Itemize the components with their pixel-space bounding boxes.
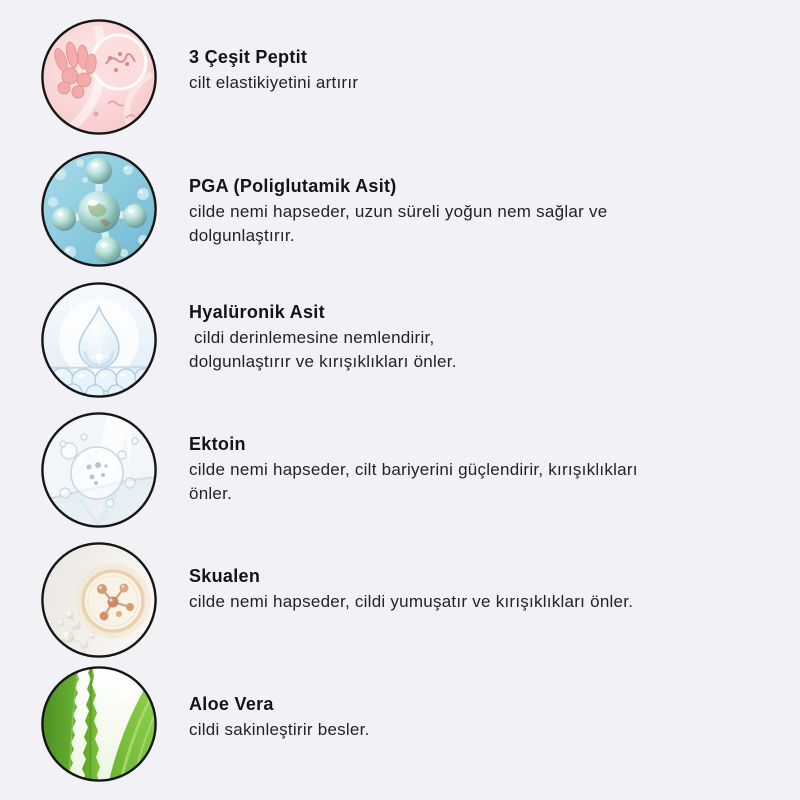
blue-molecule-icon [40,150,158,268]
ingredient-name: Aloe Vera [189,694,274,714]
water-drop-icon [40,281,158,399]
ingredient-description-line: dolgunlaştırır ve kırışıklıkları önler. [189,351,457,371]
ingredient-description-line: cildi derinlemesine nemlendirir, [189,328,435,347]
ingredient-row-pga [40,150,607,268]
ingredient-row-aloe-vera [40,665,370,783]
aloe-vera-leaves-icon [40,665,158,783]
ingredient-row-hyaluronik [40,281,457,399]
ingredient-description-line: cilt elastikiyetini artırır [189,73,359,92]
ingredient-row-ektoin [40,411,638,529]
ingredient-name: PGA (Poliglutamik Asit) [189,176,397,196]
ingredient-description-line: cilde nemi hapseder, cildi yumuşatır ve kırışıklıkları önler. [189,592,634,611]
ingredient-description-line: önler. [189,483,233,503]
ingredient-description-line: dolgunlaştırır. [189,225,295,245]
peptide-molecules-icon [40,18,158,136]
ingredient-description-line: cilde nemi hapseder, cilt bariyerini güçlendirir, kırışıklıkları [189,460,638,479]
ingredient-row-peptit [40,18,358,136]
ingredient-name: Ektoin [189,434,246,454]
clear-bubble-icon [40,411,158,529]
ingredient-name: 3 Çeşit Peptit [189,47,308,67]
ingredient-row-skualen [40,541,633,659]
ingredient-name: Skualen [189,566,261,586]
squalene-molecule-icon [40,541,158,659]
ingredient-description-line: cilde nemi hapseder, uzun süreli yoğun nem sağlar ve [189,202,608,221]
ingredient-name: Hyalüronik Asit [189,302,325,322]
ingredient-description-line: cildi sakinleştirir besler. [189,720,370,739]
